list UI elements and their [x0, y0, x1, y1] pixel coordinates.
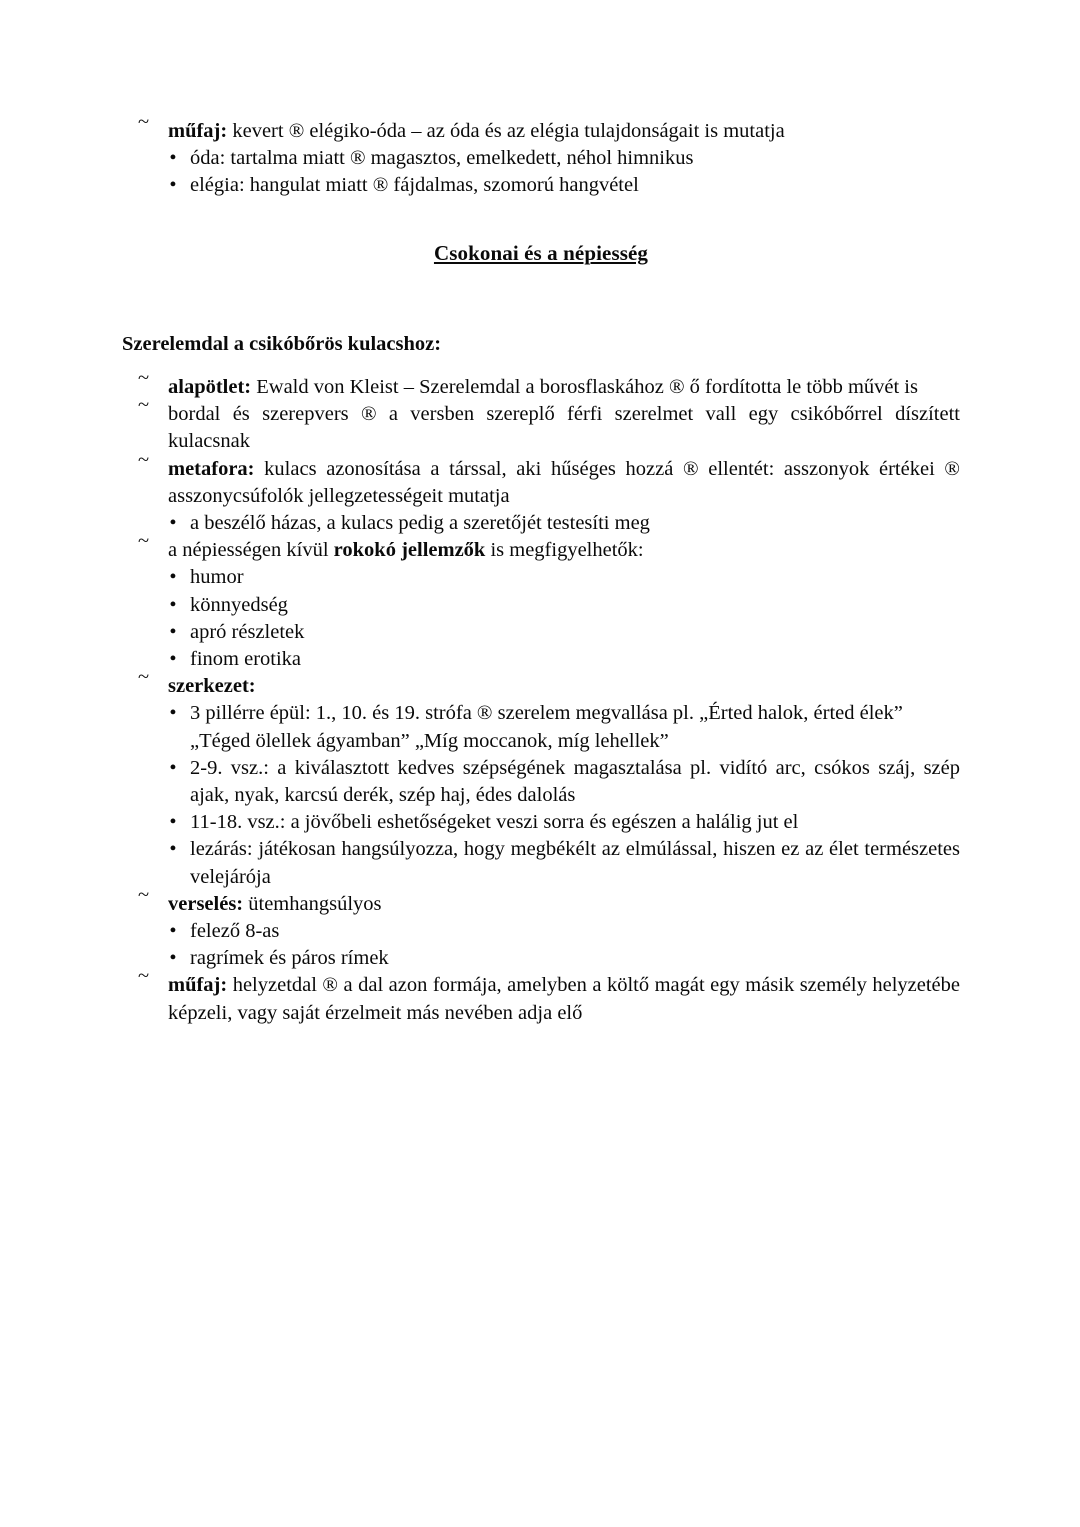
entry-verseles-body: [168, 891, 960, 918]
list-item-oda: [122, 145, 960, 172]
tilde-marker-icon: ~: [138, 883, 150, 906]
document-content: [122, 111, 960, 1027]
entry-szerkezet-label: szerkezet:: [168, 675, 256, 698]
spacer: [122, 307, 960, 331]
tilde-marker-icon: ~: [138, 448, 150, 471]
list-item-lezaras: [122, 836, 960, 890]
entry-metafora-body: [168, 456, 960, 510]
bullet-icon: •: [169, 811, 177, 834]
bullet-icon: •: [169, 702, 177, 725]
list-item-humor-text: humor: [190, 566, 244, 589]
entry-mufaj-helyzetdal: [122, 965, 960, 1026]
entry-szerkezet: [122, 666, 960, 700]
bullet-icon: •: [169, 593, 177, 616]
entry-mufaj-helyzetdal-body: [168, 972, 960, 1026]
entry-verseles-label: verselés:: [168, 892, 244, 915]
entry-mufaj-kevert-body: [168, 118, 960, 145]
entry-rokoko-intro-pre: a népiességen kívül: [168, 539, 334, 562]
entry-mufaj-kevert-label: műfaj:: [168, 120, 228, 142]
bullet-icon: •: [169, 147, 177, 170]
list-item-konnyedseg-text: könnyedség: [190, 593, 288, 616]
tilde-marker-icon: ~: [138, 367, 150, 390]
list-item-vsz-2-9-text: 2-9. vsz.: a kiválasztott kedves szépségének magasztalása pl. vidító arc, csókos száj, szép ajak, nyak, karcsú derék, szép haj, édes dalolás: [190, 756, 960, 807]
list-item-konnyedseg: [122, 592, 960, 619]
entry-verseles-text: ütemhangsúlyos: [243, 892, 382, 915]
list-item-harom-piller: [122, 700, 960, 754]
list-item-ragrimek-text: ragrímek és páros rímek: [190, 947, 389, 970]
bullet-icon: •: [169, 566, 177, 589]
entry-rokoko-intro-post: is megfigyelhetők:: [485, 539, 644, 562]
entry-metafora-text: kulacs azonosítása a társsal, aki hűséges hozzá ® ellentét: asszonyok értékei ® asszonycsúfolók jellegzetességeit mutatja: [168, 457, 960, 507]
list-item-vsz-11-18-text: 11-18. vsz.: a jövőbeli eshetőségeket veszi sorra és egészen a halálig jut el: [190, 811, 799, 834]
tilde-marker-icon: ~: [138, 530, 150, 553]
spacer: [122, 200, 960, 240]
spacer: [122, 267, 960, 307]
list-item-apro-reszletek-text: apró részletek: [190, 620, 305, 643]
list-item-lezaras-text: lezárás: játékosan hangsúlyozza, hogy megbékélt az elmúlással, hiszen ez az élet természetes velejárója: [190, 838, 960, 888]
entry-rokoko-intro-bold: rokokó jellemzők: [333, 539, 486, 562]
entry-rokoko-intro: [122, 530, 960, 564]
list-item-harom-piller-text: 3 pillérre épül: 1., 10. és 19. strófa ® szerelem megvallása pl. „Érted halok, érted élek” „Téged ölellek ágyamban” „Míg moccanok, míg lehellek”: [190, 702, 903, 752]
bullet-icon: •: [169, 512, 177, 535]
tilde-marker-icon: ~: [138, 666, 150, 689]
bullet-icon: •: [169, 838, 177, 861]
section-heading-szerelemdal: Szerelemdal a csikóbőrös kulacshoz:: [122, 332, 442, 355]
entry-mufaj-helyzetdal-text: helyzetdal ® a dal azon formája, amelyben a költő magát egy másik személy helyzetébe képzeli, vagy saját érzelmeit más nevében adja elő: [168, 974, 960, 1024]
list-item-humor: [122, 564, 960, 591]
list-item-beszelo-hazas-text: a beszélő házas, a kulacs pedig a szeretőjét testesíti meg: [190, 512, 650, 535]
entry-metafora: [122, 448, 960, 510]
entry-alapotlet-text: Ewald von Kleist – Szerelemdal a borosflaskához ® ő fordította le több művét is: [251, 376, 918, 399]
tilde-marker-icon: ~: [138, 965, 150, 988]
list-item-apro-reszletek: [122, 619, 960, 646]
list-item-elegia: [122, 172, 960, 199]
entry-metafora-label: metafora:: [168, 457, 255, 480]
list-item-elegia-text: elégia: hangulat miatt ® fájdalmas, szomorú hangvétel: [190, 174, 639, 197]
bullet-icon: •: [169, 174, 177, 197]
list-item-felezo-8as: [122, 918, 960, 945]
entry-alapotlet: [122, 367, 960, 401]
entry-bordal-text: bordal és szerepvers ® a versben szereplő férfi szerelmet vall egy csikóbőrrel díszített kulacsnak: [168, 403, 960, 453]
bullet-icon: •: [169, 756, 177, 779]
entry-alapotlet-body: [168, 374, 960, 401]
list-item-vsz-11-18: [122, 809, 960, 836]
list-item-felezo-8as-text: felező 8-as: [190, 920, 280, 943]
list-item-ragrimek: [122, 945, 960, 972]
page-title: Csokonai és a népiesség: [433, 240, 649, 265]
entry-mufaj-helyzetdal-label: műfaj:: [168, 974, 228, 997]
tilde-marker-icon: ~: [138, 394, 150, 417]
entry-alapotlet-label: alapötlet:: [168, 376, 252, 399]
list-item-vsz-2-9: [122, 755, 960, 809]
entry-rokoko-intro-body: [168, 537, 960, 564]
list-item-finom-erotika: [122, 646, 960, 673]
bullet-icon: •: [169, 648, 177, 671]
list-item-finom-erotika-text: finom erotika: [190, 648, 302, 671]
list-item-beszelo-hazas: [122, 510, 960, 537]
entry-szerkezet-body: [168, 673, 960, 700]
entry-bordal: [122, 394, 960, 455]
bullet-icon: •: [169, 947, 177, 970]
entry-verseles: [122, 883, 960, 918]
entry-mufaj-kevert-text: kevert ® elégiko-óda – az óda és az elégia tulajdonságait is mutatja: [227, 120, 785, 142]
bullet-icon: •: [169, 920, 177, 943]
list-item-oda-text: óda: tartalma miatt ® magasztos, emelkedett, néhol himnikus: [190, 147, 694, 170]
tilde-marker-icon: ~: [138, 111, 150, 133]
entry-mufaj-kevert: [122, 111, 960, 145]
spacer: [122, 358, 960, 374]
bullet-icon: •: [169, 620, 177, 643]
